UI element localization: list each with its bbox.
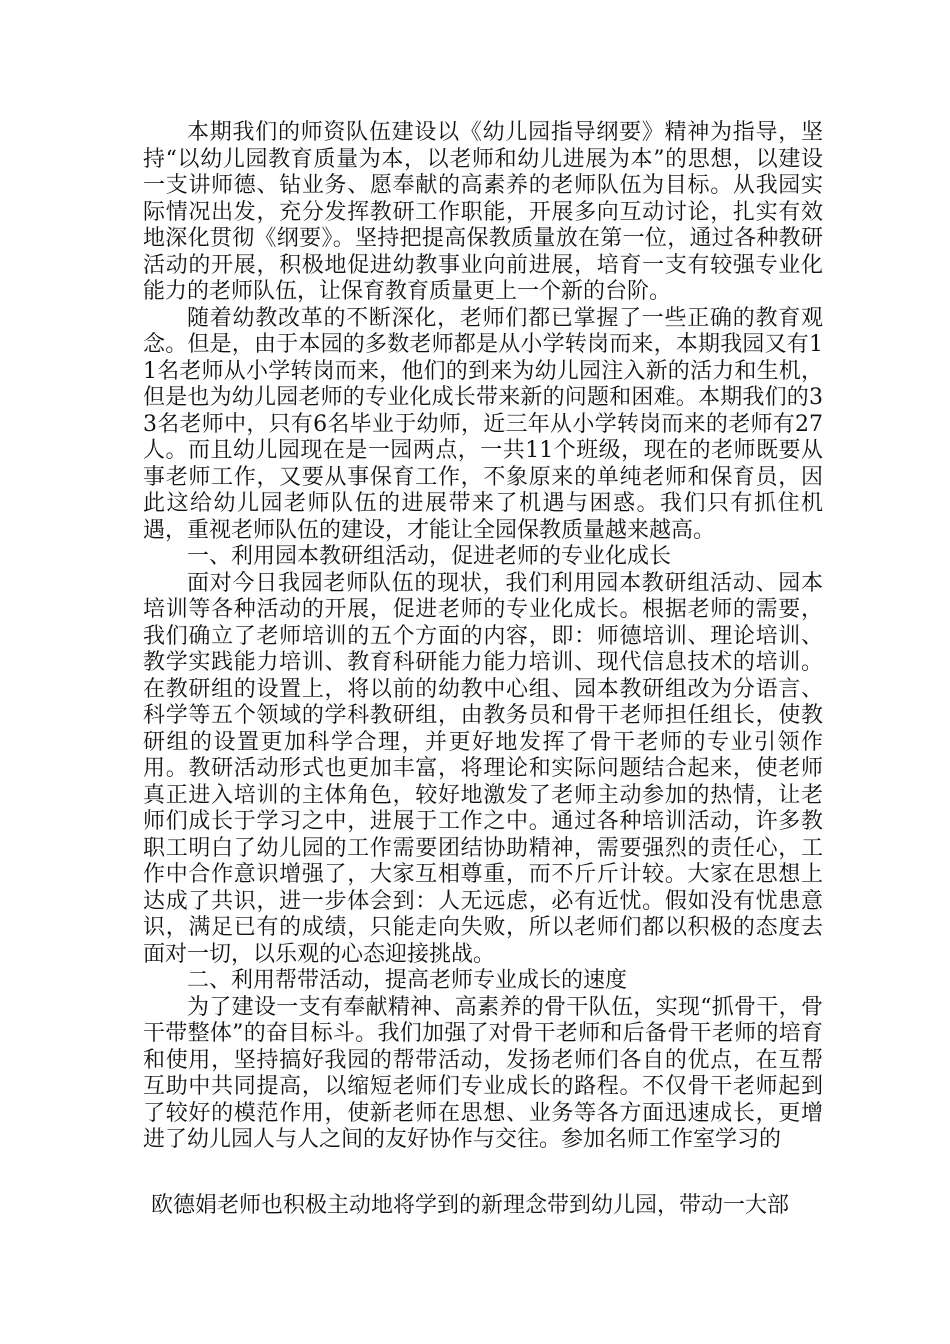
section-1-paragraph: 面对今日我园老师队伍的现状，我们利用园本教研组活动、园本培训等各种活动的开展，促进老师的专业化成长。根据老师的需要，我们确立了老师培训的五个方面的内容，即：师德培训、理论培训、教学实践能力培训、教育科研能力能力培训、现代信息技术的培训。在教研组的设置上，将以前的幼教中心组、园本教研组改为分语言、科学等五个领域的学科教研组，由教务员和骨干老师担任组长，使教研组的设置更加科学合理，并更好地发挥了骨干老师的专业引领作用。教研活动形式也更加丰富，将理论和实际问题结合起来，使老师真正进入培训的主体角色，较好地激发了老师主动参加的热情，让老师们成长于学习之中，进展于工作之中。通过各种培训活动，许多教职工明白了幼儿园的工作需要团结协助精神，需要强烈的责任心，工作中合作意识增强了，大家互相尊重，而不斤斤计较。大家在思想上达成了共识，进一步体会到：人无远虑，必有近忧。假如没有忧患意识，满足已有的成绩，只能走向失败，所以老师们都以积极的态度去面对一切，以乐观的心态迎接挑战。 [143, 570, 823, 967]
background-paragraph: 随着幼教改革的不断深化，老师们都已掌握了一些正确的教育观念。但是，由于本园的多数老师都是从小学转岗而来，本期我园又有11名老师从小学转岗而来，他们的到来为幼儿园注入新的活力和生机，但是也为幼儿园老师的专业化成长带来新的问题和困难。本期我们的33名老师中，只有6名毕业于幼师，近三年从小学转岗而来的老师有27人。而且幼儿园现在是一园两点，一共11个班级，现在的老师既要从事老师工作，又要从事保育工作，不象原来的单纯老师和保育员，因此这给幼儿园老师队伍的进展带来了机遇与困惑。我们只有抓住机遇，重视老师队伍的建设，才能让全园保教质量越来越高。 [143, 305, 823, 543]
section-2-heading: 二、利用帮带活动，提高老师专业成长的速度 [187, 968, 628, 993]
section-1-heading: 一、利用园本教研组活动，促进老师的专业化成长 [187, 544, 672, 569]
document-body [143, 120, 823, 1154]
continuation-line: 欧德娟老师也积极主动地将学到的新理念带到幼儿园，带动一大部 [151, 1193, 790, 1218]
intro-paragraph: 本期我们的师资队伍建设以《幼儿园指导纲要》精神为指导，坚持“以幼儿园教育质量为本，以老师和幼儿进展为本”的思想，以建设一支讲师德、钻业务、愿奉献的高素养的老师队伍为目标。从我园实际情况出发，充分发挥教研工作职能，开展多向互动讨论，扎实有效地深化贯彻《纲要》。坚持把提高保教质量放在第一位，通过各种教研活动的开展，积极地促进幼教事业向前进展，培育一支有较强专业化能力的老师队伍，让保育教育质量更上一个新的台阶。 [143, 120, 823, 304]
section-2-paragraph: 为了建设一支有奉献精神、高素养的骨干队伍，实现“抓骨干，骨干带整体”的奋目标斗。我们加强了对骨干老师和后备骨干老师的培育和使用，坚持搞好我园的帮带活动，发扬老师们各自的优点，在互帮互助中共同提高，以缩短老师们专业成长的路程。不仅骨干老师起到了较好的模范作用，使新老师在思想、业务等各方面迅速成长，更增进了幼儿园人与人之间的友好协作与交往。参加名师工作室学习的 [143, 994, 823, 1152]
